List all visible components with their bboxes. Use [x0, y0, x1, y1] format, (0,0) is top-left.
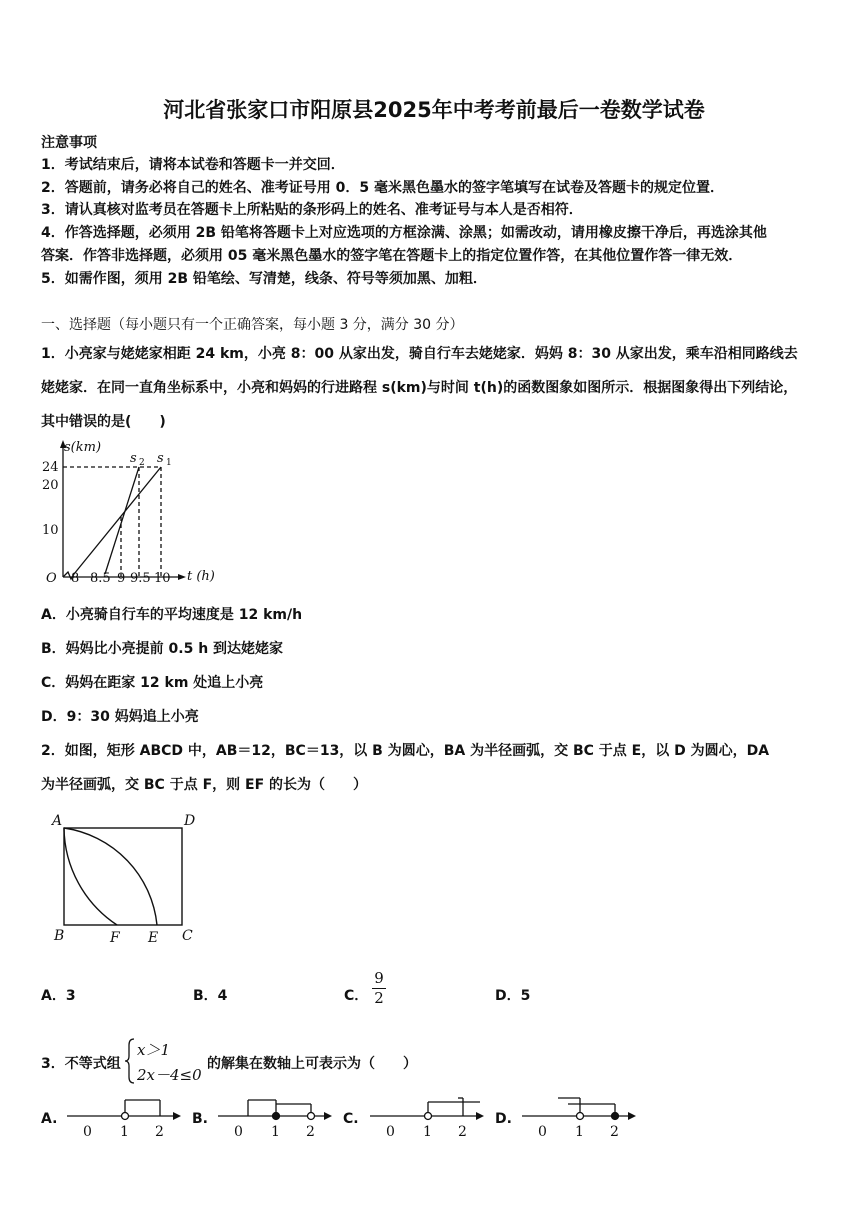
tick-label: 1	[120, 1124, 129, 1140]
vertex-d: D	[184, 813, 196, 829]
tick-label: 1	[575, 1124, 584, 1140]
q1-line: 其中错误的是( )	[41, 414, 166, 430]
open-point	[308, 1113, 315, 1120]
x-axis-label: t (h)	[187, 569, 215, 584]
tick-label: 1	[271, 1124, 280, 1140]
point-e: E	[148, 930, 159, 946]
rectangle-abcd	[64, 828, 182, 925]
tick-label: 2	[458, 1124, 467, 1140]
q1-line: 姥姥家．在同一直角坐标系中，小亮和妈妈的行进路程 s(km)与时间 t(h)的函数图象如图所示．根据图象得出下列结论，	[41, 380, 798, 396]
q3-suffix: 的解集在数轴上可表示为（ ）	[207, 1056, 417, 1072]
point-f: F	[110, 930, 120, 946]
axis-arrow	[476, 1112, 484, 1120]
tick-label: 1	[423, 1124, 432, 1140]
q1-option-d: D．9：30 妈妈追上小亮	[41, 709, 199, 725]
x-tick-label: 10	[154, 571, 171, 586]
q2-option-b: B．4	[193, 988, 228, 1004]
open-point	[577, 1113, 584, 1120]
q3-inequality-1: x＞1	[137, 1041, 171, 1059]
line-s2	[105, 467, 139, 574]
q2-rectangle-figure	[48, 810, 208, 946]
exam-title: 河北省张家口市阳原县2025年中考考前最后一卷数学试卷	[163, 98, 705, 122]
notice-item: 5．如需作图，须用 2B 铅笔绘、写清楚，线条、符号等须加黑、加粗．	[41, 271, 487, 287]
axis-arrow	[173, 1112, 181, 1120]
x-tick-label: 8.5	[90, 571, 111, 586]
x-tick-label: 9	[117, 571, 126, 586]
notice-heading: 注意事项	[41, 135, 97, 151]
q2-option-c-label: C．	[344, 988, 369, 1004]
q3-prefix: 3．不等式组	[41, 1056, 121, 1072]
q3-option-d-numberline	[520, 1094, 640, 1140]
q3-option-a-label: A.	[41, 1111, 58, 1127]
q3-inequality-2: 2x－4≤0	[137, 1066, 202, 1084]
tick-label: 0	[234, 1124, 243, 1140]
notice-item: 3．请认真核对监考员在答题卡上所粘贴的条形码上的姓名、准考证号与本人是否相符．	[41, 202, 583, 218]
q2-option-a: A．3	[41, 988, 76, 1004]
q1-option-c: C．妈妈在距家 12 km 处追上小亮	[41, 675, 264, 691]
s1-label: s	[157, 451, 164, 466]
section-heading: 一、选择题（每小题只有一个正确答案，每小题 3 分，满分 30 分）	[41, 317, 464, 333]
vertex-c: C	[182, 928, 193, 944]
axis-arrow	[324, 1112, 332, 1120]
q3-option-c-numberline	[368, 1094, 488, 1140]
axis-arrow	[628, 1112, 636, 1120]
x-tick-label: 9.5	[130, 571, 151, 586]
line-s1	[74, 467, 161, 574]
q2-option-c-fraction	[372, 970, 386, 1007]
q1-option-b: B．妈妈比小亮提前 0.5 h 到达姥姥家	[41, 641, 284, 657]
s2-label: s	[130, 451, 137, 466]
q2-option-d: D．5	[495, 988, 531, 1004]
q3-option-c-label: C.	[343, 1111, 359, 1127]
q3-option-d-label: D.	[495, 1111, 512, 1127]
s2-subscript: 2	[139, 458, 145, 468]
q3-option-b-numberline	[216, 1094, 336, 1140]
x-tick-label: 8	[71, 571, 80, 586]
tick-label: 2	[155, 1124, 164, 1140]
y-tick-label: 20	[42, 478, 59, 493]
closed-point	[612, 1113, 619, 1120]
origin-label: O	[46, 571, 57, 586]
s1-subscript: 1	[166, 458, 172, 468]
tick-label: 0	[538, 1124, 547, 1140]
q1-line: 1．小亮家与姥姥家相距 24 km，小亮 8：00 从家出发，骑自行车去姥姥家．妈妈 8：30 从家出发，乘车沿相同路线去	[41, 346, 798, 362]
q3-option-b-label: B.	[192, 1111, 208, 1127]
left-brace	[125, 1039, 134, 1083]
arc-centered-b	[64, 828, 157, 925]
q3-option-a-numberline	[65, 1094, 185, 1140]
open-point	[122, 1113, 129, 1120]
tick-label: 2	[306, 1124, 315, 1140]
fraction-numerator: 9	[374, 969, 384, 987]
arc-centered-d	[64, 828, 117, 925]
closed-point	[273, 1113, 280, 1120]
tick-label: 0	[83, 1124, 92, 1140]
open-point	[425, 1113, 432, 1120]
fraction-denominator: 2	[374, 989, 384, 1007]
y-tick-label: 10	[42, 523, 59, 538]
vertex-a: A	[52, 813, 63, 829]
y-axis-label: s(km)	[64, 440, 102, 455]
q2-line: 为半径画弧，交 BC 于点 F，则 EF 的长为（ ）	[41, 777, 368, 793]
notice-item: 2．答题前，请务必将自己的姓名、准考证号用 0．5 毫米黑色墨水的签字笔填写在试卷及答题卡的规定位置．	[41, 180, 724, 196]
tick-label: 2	[610, 1124, 619, 1140]
x-axis-arrow	[178, 574, 186, 580]
notice-item: 4．作答选择题，必须用 2B 铅笔将答题卡上对应选项的方框涂满、涂黑；如需改动，请用橡皮擦干净后，再选涂其他	[41, 225, 767, 241]
q3-brace	[124, 1037, 136, 1085]
q2-line: 2．如图，矩形 ABCD 中，AB＝12，BC＝13，以 B 为圆心，BA 为半径画弧，交 BC 于点 E，以 D 为圆心，DA	[41, 743, 770, 759]
notice-item: 1．考试结束后，请将本试卷和答题卡一并交回．	[41, 157, 345, 173]
y-tick-label: 24	[42, 460, 59, 475]
notice-item: 答案．作答非选择题，必须用 05 毫米黑色墨水的签字笔在答题卡上的指定位置作答，在其他位置作答一律无效．	[41, 248, 743, 264]
q1-option-a: A．小亮骑自行车的平均速度是 12 km/h	[41, 607, 303, 623]
tick-label: 0	[386, 1124, 395, 1140]
q1-distance-time-graph	[40, 437, 230, 587]
vertex-b: B	[54, 928, 65, 944]
